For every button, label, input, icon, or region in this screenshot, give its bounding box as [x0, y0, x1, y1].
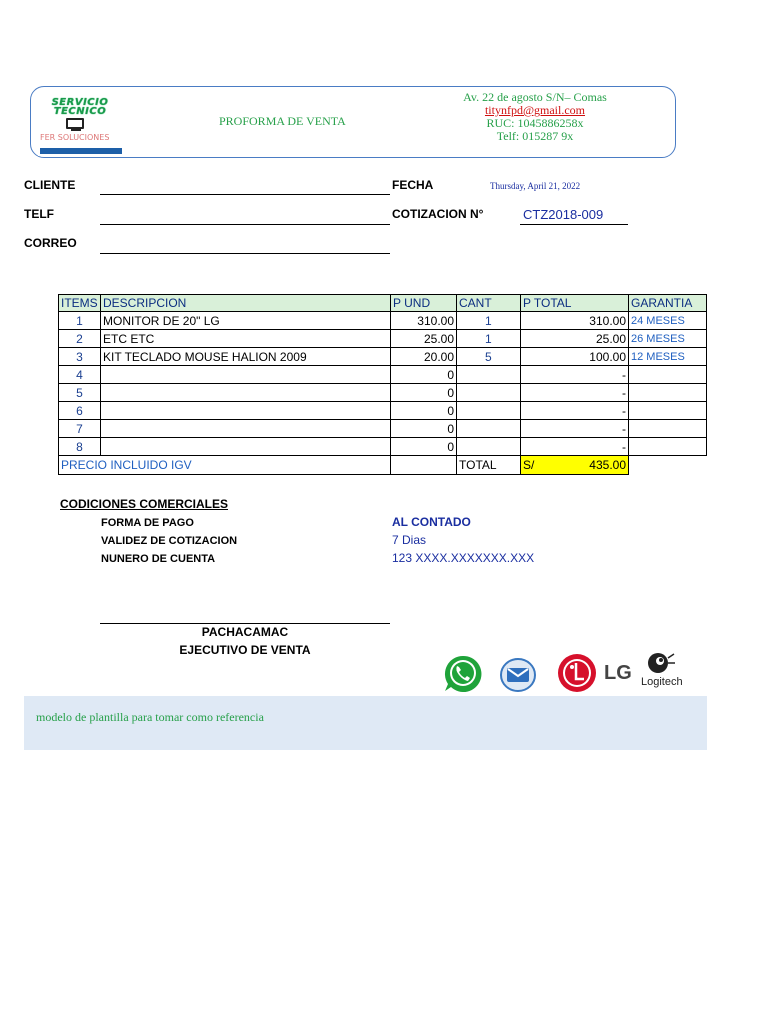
item-total: 100.00	[521, 348, 629, 366]
contact-block	[440, 91, 630, 143]
item-quantity[interactable]	[457, 402, 521, 420]
items-table	[58, 294, 707, 475]
header-descripcion: DESCRIPCION	[101, 295, 391, 312]
item-warranty[interactable]	[629, 438, 707, 456]
note-text: modelo de plantilla para tomar como referencia	[36, 710, 264, 724]
item-quantity[interactable]: 1	[457, 312, 521, 330]
email-icon[interactable]	[499, 657, 537, 693]
correo-label: CORREO	[24, 236, 77, 250]
item-quantity[interactable]: 1	[457, 330, 521, 348]
account-label: NUNERO DE CUENTA	[101, 553, 216, 565]
item-number: 4	[59, 366, 101, 384]
validity-value: 7 Dias	[392, 533, 427, 547]
total-cell	[521, 456, 629, 475]
item-quantity[interactable]	[457, 384, 521, 402]
item-description[interactable]: ETC ETC	[101, 330, 391, 348]
table-row	[59, 402, 707, 420]
cliente-field[interactable]	[100, 194, 390, 195]
item-description[interactable]	[101, 420, 391, 438]
item-number: 2	[59, 330, 101, 348]
item-warranty[interactable]	[629, 420, 707, 438]
item-total: 310.00	[521, 312, 629, 330]
ruc: RUC: 1045886258x	[486, 116, 584, 130]
currency-symbol: S/	[523, 458, 535, 472]
header-cant: CANT	[457, 295, 521, 312]
address: Av. 22 de agosto S/N– Comas	[463, 90, 607, 104]
table-row	[59, 348, 707, 366]
item-number: 5	[59, 384, 101, 402]
item-warranty[interactable]	[629, 402, 707, 420]
footer-spacer	[391, 456, 457, 475]
item-total: 25.00	[521, 330, 629, 348]
item-warranty[interactable]	[629, 366, 707, 384]
item-description[interactable]	[101, 366, 391, 384]
total-value: 435.00	[589, 458, 626, 472]
telf-field[interactable]	[100, 224, 390, 225]
item-quantity[interactable]	[457, 438, 521, 456]
signature-name: PACHACAMAC	[201, 625, 289, 639]
item-total: -	[521, 402, 629, 420]
signature-line	[100, 623, 390, 624]
account-value: 123 XXXX.XXXXXXX.XXX	[392, 551, 535, 565]
item-quantity[interactable]	[457, 366, 521, 384]
item-number: 8	[59, 438, 101, 456]
table-row	[59, 438, 707, 456]
item-description[interactable]	[101, 438, 391, 456]
signature-role: EJECUTIVO DE VENTA	[179, 643, 311, 657]
item-total: -	[521, 384, 629, 402]
item-number: 3	[59, 348, 101, 366]
validity-label: VALIDEZ DE COTIZACION	[101, 535, 238, 547]
document-title: PROFORMA DE VENTA	[219, 114, 346, 128]
fecha-value: Thursday, April 21, 2022	[490, 181, 581, 191]
item-total: -	[521, 420, 629, 438]
computer-base-icon	[71, 129, 81, 131]
total-label: TOTAL	[457, 456, 521, 475]
item-unit-price[interactable]: 0	[391, 384, 457, 402]
item-unit-price[interactable]: 310.00	[391, 312, 457, 330]
telf-label: TELF	[24, 207, 54, 221]
cotizacion-label: COTIZACION N°	[392, 207, 484, 221]
item-description[interactable]	[101, 402, 391, 420]
item-total: -	[521, 366, 629, 384]
item-number: 1	[59, 312, 101, 330]
header-p-und: P UND	[391, 295, 457, 312]
payment-value: AL CONTADO	[392, 515, 471, 529]
footer-empty	[629, 456, 707, 475]
logitech-brand-text: Logitech	[641, 676, 683, 688]
fecha-label: FECHA	[392, 178, 434, 192]
conditions-title: CODICIONES COMERCIALES	[60, 497, 229, 511]
table-row	[59, 330, 707, 348]
logo-line-2: TECNICO	[53, 106, 107, 117]
item-quantity[interactable]	[457, 420, 521, 438]
item-description[interactable]	[101, 384, 391, 402]
cotizacion-underline	[520, 224, 628, 225]
payment-label: FORMA DE PAGO	[101, 517, 194, 529]
item-description[interactable]: KIT TECLADO MOUSE HALION 2009	[101, 348, 391, 366]
table-row	[59, 366, 707, 384]
header-p-total: P TOTAL	[521, 295, 629, 312]
item-number: 7	[59, 420, 101, 438]
lg-brand-text: LG	[604, 662, 632, 684]
computer-icon	[66, 118, 84, 129]
correo-field[interactable]	[100, 253, 390, 254]
item-unit-price[interactable]: 0	[391, 420, 457, 438]
phone: Telf: 015287 9x	[496, 129, 574, 143]
item-unit-price[interactable]: 0	[391, 402, 457, 420]
header-items: ITEMS	[59, 295, 101, 312]
whatsapp-icon[interactable]	[442, 654, 484, 694]
item-total: -	[521, 438, 629, 456]
logo-line-1: SERVICIO	[51, 97, 109, 108]
table-row	[59, 420, 707, 438]
item-description[interactable]: MONITOR DE 20" LG	[101, 312, 391, 330]
table-row	[59, 312, 707, 330]
item-unit-price[interactable]: 0	[391, 438, 457, 456]
table-footer-row	[59, 456, 707, 475]
lg-logo-icon	[555, 652, 603, 694]
item-warranty[interactable]: 12 MESES	[629, 348, 707, 366]
item-warranty[interactable]	[629, 384, 707, 402]
item-unit-price[interactable]: 25.00	[391, 330, 457, 348]
email-link[interactable]: titynfpd@gmail.com	[484, 103, 586, 117]
company-logo	[38, 94, 122, 156]
logo-line-3: FER SOLUCIONES	[40, 133, 110, 142]
item-warranty[interactable]: 24 MESES	[629, 312, 707, 330]
item-warranty[interactable]: 26 MESES	[629, 330, 707, 348]
item-quantity[interactable]: 5	[457, 348, 521, 366]
logo-strip	[40, 148, 122, 154]
item-unit-price[interactable]: 20.00	[391, 348, 457, 366]
logitech-eye-icon	[646, 650, 676, 676]
header-garantia: GARANTIA	[629, 295, 707, 312]
cliente-label: CLIENTE	[24, 178, 76, 192]
cotizacion-value: CTZ2018-009	[523, 207, 604, 222]
table-row	[59, 384, 707, 402]
table-header-row	[59, 295, 707, 312]
item-number: 6	[59, 402, 101, 420]
price-includes-igv: PRECIO INCLUIDO IGV	[59, 456, 391, 475]
item-unit-price[interactable]: 0	[391, 366, 457, 384]
